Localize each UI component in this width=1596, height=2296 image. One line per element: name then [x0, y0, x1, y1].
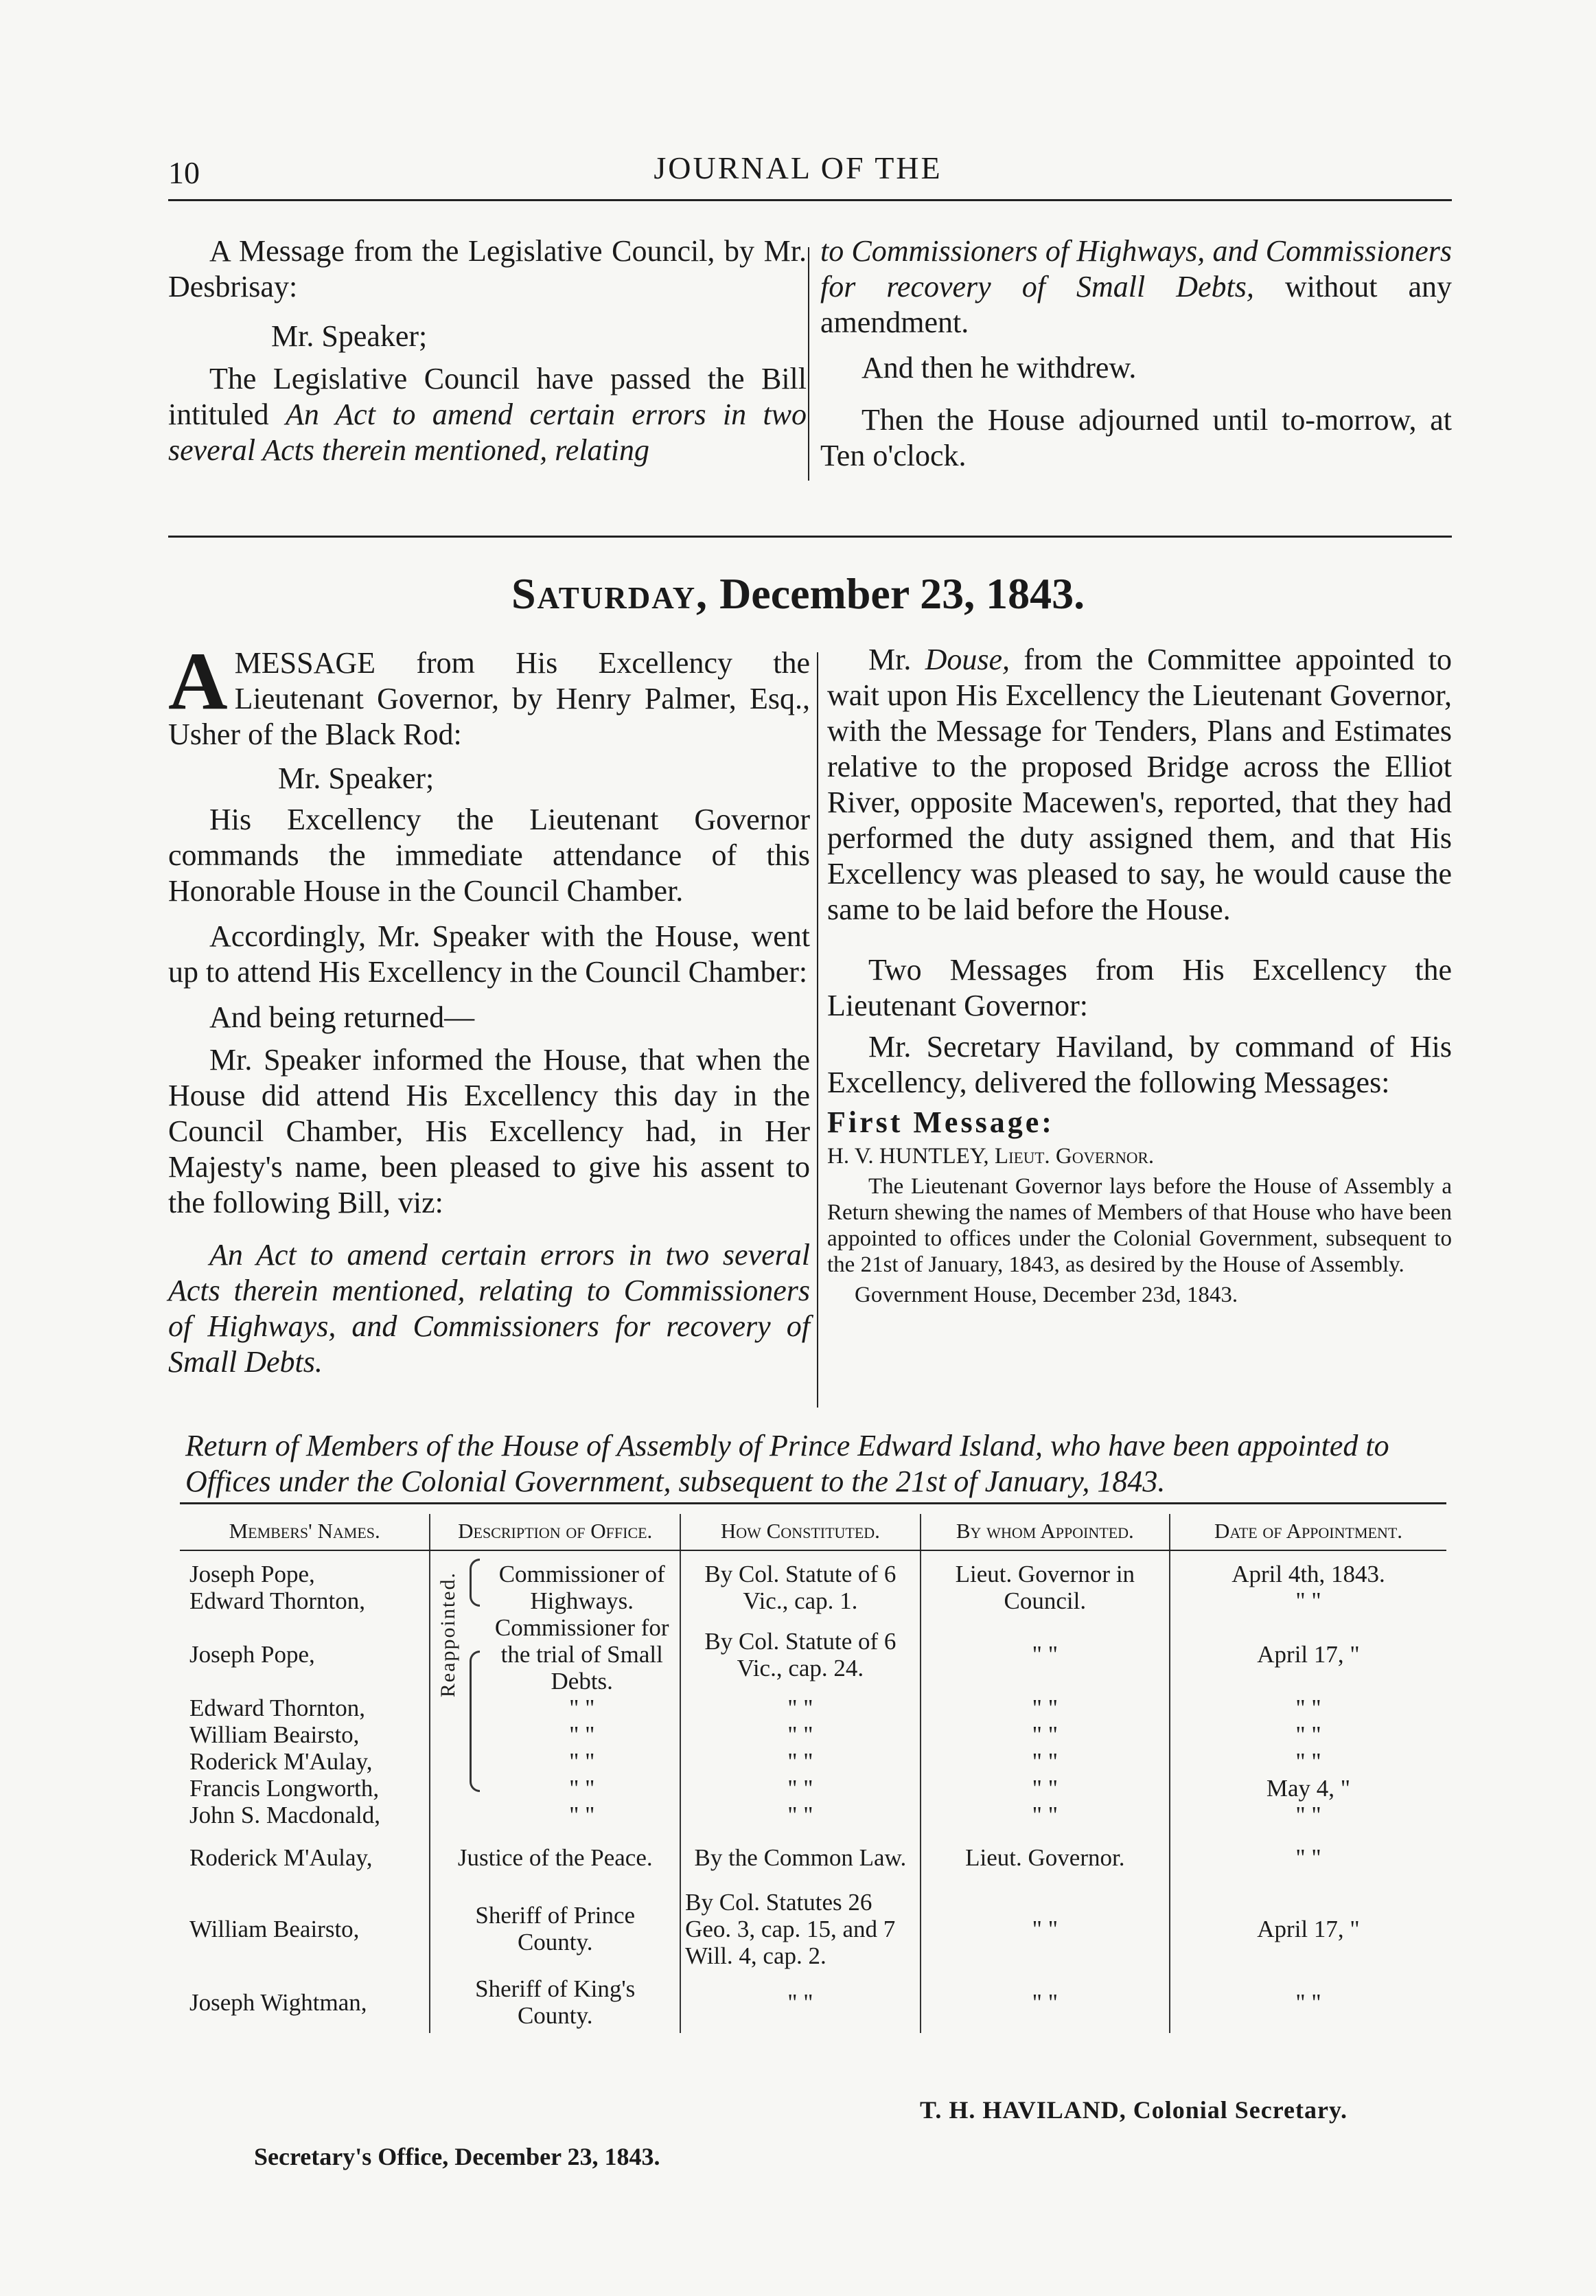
bill-title: An Act to amend certain errors in two several Acts therein mentioned, relating to Commissioners of Highways, and Commissioners for recovery of Small Debts. — [168, 1238, 810, 1379]
table-row — [180, 1802, 1446, 1828]
brace — [465, 1614, 484, 1828]
table-row — [180, 1775, 1446, 1802]
ditto-mark: " " — [921, 1695, 1170, 1721]
member-name: Roderick M'Aulay, — [189, 1748, 373, 1775]
message-title: First Message: — [827, 1105, 1054, 1139]
appointment-date: April 4th, 1843. — [1170, 1550, 1446, 1587]
ditto-mark: " " — [569, 1748, 595, 1775]
page-number: 10 — [168, 155, 200, 190]
paragraph: Mr. Speaker informed the House, that when the House did attend His Excellency this day in the Council Chamber, His Excellency had, in Her Majesty's name, been pleased to give his assent to the following Bill, viz: — [168, 1043, 810, 1219]
paragraph: The Legislative Council have passed the Bill intituled An Act to amend certain errors in two several Acts therein mentioned, relating — [168, 362, 807, 467]
member-name: Joseph Wightman, — [189, 1988, 367, 2016]
ditto-mark: " " — [1170, 1721, 1446, 1748]
return-title: Return of Members of the House of Assembly of Prince Edward Island, who have been appointed to Offices under the Colonial Government, subsequent to the 21st of January, 1843. — [185, 1429, 1389, 1498]
column-header: Members' Names. — [180, 1514, 430, 1550]
table-row — [180, 1695, 1446, 1721]
office: Commissioner of Highways. — [498, 1561, 665, 1614]
member-name: John S. Macdonald, — [189, 1802, 381, 1828]
paragraph: AMESSAGE from His Excellency the Lieutenant Governor, by Henry Palmer, Esq., Usher of the Black Rod: — [168, 635, 810, 751]
message-signature: H. V. HUNTLEY, Lieut. Governor. — [827, 1144, 1155, 1169]
header-rule — [168, 199, 1452, 201]
salutation: Mr. Speaker; — [271, 319, 428, 353]
ditto-mark: " " — [1170, 1748, 1446, 1775]
ditto-mark: " " — [921, 1775, 1170, 1802]
top-right-column — [820, 233, 1452, 474]
how-constituted: By the Common Law. — [680, 1828, 921, 1886]
office-date: Secretary's Office, December 23, 1843. — [254, 2143, 660, 2170]
table-row — [180, 1550, 1446, 1587]
ditto-mark: " " — [1170, 1971, 1446, 2033]
ditto-mark: " " — [680, 1748, 921, 1775]
member-name: William Beairsto, — [189, 1915, 360, 1942]
ditto-mark: " " — [921, 1802, 1170, 1828]
ditto-mark: " " — [569, 1802, 595, 1828]
office: Sheriff of King's County. — [430, 1971, 680, 2033]
paragraph: Then the House adjourned until to-morrow, at Ten o'clock. — [820, 403, 1452, 472]
ditto-mark: " " — [569, 1695, 595, 1721]
paragraph: A Message from the Legislative Council, by Mr. Desbrisay: — [168, 234, 807, 303]
member-name: Roderick M'Aulay, — [189, 1844, 373, 1871]
table-row — [180, 1886, 1446, 1971]
column-divider — [817, 652, 818, 1408]
reappointed-label: Reappointed. — [430, 1550, 465, 1828]
brace — [465, 1550, 484, 1614]
paragraph: Mr. Secretary Haviland, by command of His Excellency, delivered the following Messages: — [827, 1030, 1452, 1099]
table-row — [180, 1721, 1446, 1748]
table-header-row — [180, 1514, 1446, 1550]
ditto-mark: " " — [921, 1748, 1170, 1775]
member-name: Joseph Pope, — [189, 1561, 315, 1587]
ditto-mark: " " — [680, 1721, 921, 1748]
appointment-date: April 17, " — [1170, 1886, 1446, 1971]
section-rule — [168, 536, 1452, 538]
how-constituted: By Col. Statute of 6 Vic., cap. 1. — [680, 1550, 921, 1614]
column-divider — [808, 247, 809, 481]
ditto-mark: " " — [921, 1971, 1170, 2033]
ditto-mark: " " — [680, 1695, 921, 1721]
running-title: JOURNAL OF THE — [654, 150, 942, 185]
table-row — [180, 1614, 1446, 1695]
top-left-column — [168, 233, 807, 468]
ditto-mark: " " — [1170, 1695, 1446, 1721]
table-top-rule — [180, 1502, 1446, 1504]
office: Justice of the Peace. — [430, 1828, 680, 1886]
date-heading: Saturday, December 23, 1843. — [511, 569, 1085, 618]
drop-cap: A — [168, 635, 228, 726]
member-name: Edward Thornton, — [189, 1695, 365, 1721]
how-constituted: By Col. Statutes 26 Geo. 3, cap. 15, and 7 Will. 4, cap. 2. — [680, 1886, 921, 1971]
column-header: How Constituted. — [680, 1514, 921, 1550]
ditto-mark: " " — [921, 1721, 1170, 1748]
ditto-mark: " " — [1170, 1587, 1446, 1614]
ditto-mark: " " — [1170, 1802, 1446, 1828]
message-body: The Lieutenant Governor lays before the House of Assembly a Return shewing the names of Members of that House who have been appointed to offices under the Colonial Government, subsequent to the 21st of January, 1843, as desired by the House of Assembly. — [827, 1174, 1453, 1277]
member-name: Joseph Pope, — [189, 1641, 315, 1668]
ditto-mark: " " — [680, 1775, 921, 1802]
ditto-mark: " " — [1170, 1828, 1446, 1886]
appointed-by: Lieut. Governor. — [921, 1828, 1170, 1886]
table-row — [180, 1748, 1446, 1775]
member-name: William Beairsto, — [189, 1721, 360, 1748]
column-header: Description of Office. — [430, 1514, 680, 1550]
paragraph: to Commissioners of Highways, and Commissioners for recovery of Small Debts, without any amendment. — [820, 234, 1452, 339]
ditto-mark: " " — [921, 1614, 1170, 1695]
ditto-mark: " " — [680, 1971, 921, 2033]
salutation: Mr. Speaker; — [278, 761, 435, 795]
column-header: Date of Appointment. — [1170, 1514, 1446, 1550]
table-row — [180, 1828, 1446, 1886]
column-header: By whom Appointed. — [921, 1514, 1170, 1550]
how-constituted: By Col. Statute of 6 Vic., cap. 24. — [680, 1614, 921, 1695]
paragraph: Mr. Douse, from the Committee appointed to wait upon His Excellency the Lieutenant Governor, with the Message for Tenders, Plans and Estimates relative to the proposed Bridge across the Elliot River, opposite Macewen's, reported, that they had performed the duty assigned them, and that His Excellency was pleased to say, he would cause the same to be laid before the House. — [827, 643, 1452, 926]
ditto-mark: " " — [569, 1721, 595, 1748]
paragraph: Two Messages from His Excellency the Lieutenant Governor: — [827, 953, 1452, 1022]
appointment-date: April 17, " — [1170, 1614, 1446, 1695]
office: Sheriff of Prince County. — [430, 1886, 680, 1971]
return-table — [180, 1514, 1446, 2033]
ditto-mark: " " — [921, 1886, 1170, 1971]
left-column — [168, 635, 810, 1380]
message-date: Government House, December 23d, 1843. — [855, 1283, 1238, 1307]
appointed-by: Lieut. Governor in Council. — [921, 1550, 1170, 1614]
appointment-date: May 4, " — [1170, 1775, 1446, 1802]
office: Commissioner for the trial of Small Debts. — [494, 1614, 669, 1695]
table-row — [180, 1971, 1446, 2033]
right-column — [827, 642, 1452, 1308]
paragraph: Accordingly, Mr. Speaker with the House, went up to attend His Excellency in the Council Chamber: — [168, 919, 810, 989]
ditto-mark: " " — [680, 1802, 921, 1828]
paragraph: And then he withdrew. — [861, 351, 1137, 384]
paragraph: And being returned— — [209, 1000, 475, 1034]
ditto-mark: " " — [569, 1775, 595, 1802]
member-name: Edward Thornton, — [189, 1587, 365, 1614]
paragraph: His Excellency the Lieutenant Governor commands the immediate attendance of this Honorable House in the Council Chamber. — [168, 803, 810, 908]
secretary-signature: T. H. HAVILAND, Colonial Secretary. — [920, 2096, 1348, 2124]
member-name: Francis Longworth, — [189, 1775, 380, 1802]
